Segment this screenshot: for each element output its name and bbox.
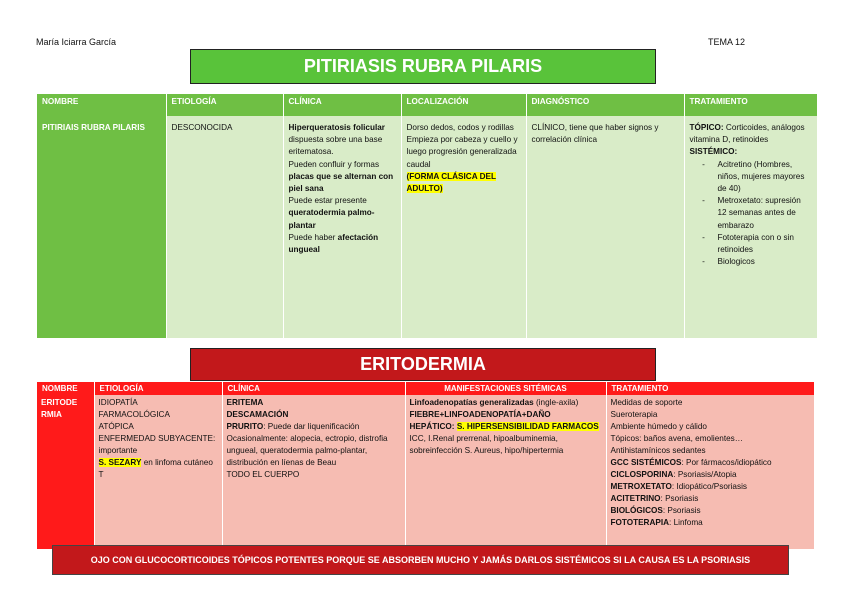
clinica-hiperqueratosis: Hiperqueratosis folicular xyxy=(288,123,385,132)
trat-bold: METROXETATO xyxy=(610,482,672,491)
dash-bullet: - xyxy=(702,196,705,206)
dash-bullet: - xyxy=(702,232,705,242)
col-header-localizacion: LOCALIZACIÓN xyxy=(401,94,526,116)
cell-nombre: ERITODE RMIA xyxy=(37,395,94,549)
clinica-bold: ERITEMA xyxy=(226,398,264,407)
bullet-text: Metroxetato: supresión 12 semanas antes de embarazo xyxy=(717,196,801,230)
trat-text: : Psoriasis/Atopia xyxy=(673,470,737,479)
cell-diagnostico: CLÍNICO, tiene que haber signos y correlación clínica xyxy=(526,116,684,338)
hipersensibilidad-highlight: S. HIPERSENSIBILIDAD FARMACOS xyxy=(456,422,599,431)
topico-text: Corticoides, análogos vitamina D, retinoides xyxy=(689,123,805,145)
trat-line: Medidas de soporte xyxy=(610,398,683,407)
section2-title: ERITODERMIA xyxy=(190,348,656,381)
col-header-diagnostico: DIAGNÓSTICO xyxy=(526,94,684,116)
clinica-bold: queratodermia palmo-plantar xyxy=(288,208,375,230)
dash-bullet: - xyxy=(702,257,705,267)
trat-line: Antihistamínicos sedantes xyxy=(610,446,706,455)
clinica-bold: PRURITO xyxy=(226,422,264,431)
pitiriasis-table xyxy=(37,94,818,338)
localizacion-line: Empieza por cabeza y cuello y luego progresión generalizada caudal xyxy=(406,135,518,169)
localizacion-line: Dorso dedos, codos y rodillas xyxy=(406,123,514,132)
clinica-bold: placas que se alternan con piel sana xyxy=(288,171,394,194)
trat-line: Tópicos: baños avena, emolientes… xyxy=(610,434,743,443)
trat-bold: ACITETRINO xyxy=(610,494,661,503)
trat-line: Ambiente húmedo y cálido xyxy=(610,422,707,431)
trat-bold: GCC SISTÉMICOS xyxy=(610,458,682,467)
sezary-highlight: S. SEZARY xyxy=(98,458,142,467)
clinica-text: TODO EL CUERPO xyxy=(226,470,300,479)
list-item xyxy=(690,256,812,268)
clinica-text: Puede estar presente xyxy=(288,196,367,206)
topico-label: TÓPICO: xyxy=(689,123,724,132)
col-header-clinica: CLÍNICA xyxy=(283,94,401,116)
cell-manifestaciones xyxy=(405,395,606,549)
clinica-bold: DESCAMACIÓN xyxy=(226,410,289,419)
dash-bullet: - xyxy=(702,159,705,169)
clinica-text: Pueden confluir y formas xyxy=(288,159,380,169)
cell-clinica xyxy=(283,116,401,338)
col-header-nombre: NOMBRE xyxy=(37,94,166,116)
eritrodermia-table xyxy=(37,382,815,549)
col-header-manifestaciones: MANIFESTACIONES SITÉMICAS xyxy=(405,382,606,395)
trat-text: : Linfoma xyxy=(669,518,703,527)
topic-number: TEMA 12 xyxy=(708,37,746,47)
clinica-bold: afectación ungueal xyxy=(288,232,379,255)
trat-bold: FOTOTERAPIA xyxy=(610,518,670,527)
trat-line: Sueroterapia xyxy=(610,410,658,419)
clinica-text: Ocasionalmente: alopecia, ectropio, distrofia ungueal, queratodermia palmo-plantar, distribución en líenas de Beau xyxy=(226,434,388,467)
trat-bold: BIOLÓGICOS xyxy=(610,506,663,515)
col-header-tratamiento: TRATAMIENTO xyxy=(606,382,814,395)
bullet-text: Fototerapia con o sin retinoides xyxy=(717,232,794,255)
manif-bold: FIEBRE+LINFOADENOPATÍA+DAÑO xyxy=(409,410,551,419)
manif-text: (ingle-axila) xyxy=(533,398,579,407)
col-header-clinica: CLÍNICA xyxy=(222,382,405,395)
manif-text: ICC, I.Renal prerrenal, hipoalbuminemia, sobreinfección S. Aureus, hipo/hipertermia xyxy=(409,434,564,455)
list-item xyxy=(690,232,812,256)
trat-text: : Psoriasis xyxy=(660,494,699,503)
cell-clinica xyxy=(222,395,405,549)
etiologia-line: FARMACOLÓGICA xyxy=(98,410,170,419)
col-header-etiologia: ETIOLOGÍA xyxy=(94,382,222,395)
manif-bold: HEPÁTICO: xyxy=(409,422,457,431)
table-row xyxy=(37,116,817,338)
etiologia-line: ATÓPICA xyxy=(98,422,134,431)
author-name: María Iciarra García xyxy=(36,37,117,47)
forma-clasica-highlight: (FORMA CLÁSICA DEL ADULTO) xyxy=(406,171,496,194)
etiologia-line: IDIOPATÍA xyxy=(98,398,138,407)
manif-bold: Linfoadenopatías generalizadas xyxy=(409,398,534,407)
trat-text: : Por fármacos/idiopático xyxy=(681,458,772,467)
cell-nombre: PITIRIAIS RUBRA PILARIS xyxy=(37,116,166,338)
cell-tratamiento xyxy=(684,116,817,338)
table-header-row xyxy=(37,382,814,395)
section1-title: PITIRIASIS RUBRA PILARIS xyxy=(190,49,656,84)
col-header-tratamiento: TRATAMIENTO xyxy=(684,94,817,116)
etiologia-line: ENFERMEDAD SUBYACENTE: importante xyxy=(98,434,216,455)
list-item xyxy=(690,159,812,196)
cell-etiologia xyxy=(94,395,222,549)
table-header-row xyxy=(37,94,817,116)
clinica-text: : Puede dar liquenificación xyxy=(263,422,360,431)
cell-localizacion xyxy=(401,116,526,338)
col-header-etiologia: ETIOLOGÍA xyxy=(166,94,283,116)
clinica-text: Puede haber xyxy=(288,232,338,242)
trat-bold: CICLOSPORINA xyxy=(610,470,674,479)
trat-text: : Idiopático/Psoriasis xyxy=(671,482,747,491)
list-item xyxy=(690,195,812,232)
bullet-text: Acitretino (Hombres, niños, mujeres mayores de 40) xyxy=(717,159,805,194)
clinica-text: dispuesta sobre una base eritematosa. xyxy=(288,135,383,157)
etiologia-text: en linfoma cutáneo T xyxy=(98,458,213,479)
sistemico-label: SISTÉMICO: xyxy=(689,147,738,157)
col-header-nombre: NOMBRE xyxy=(37,382,94,395)
warning-banner: OJO CON GLUCOCORTICOIDES TÓPICOS POTENTES PORQUE SE ABSORBEN MUCHO Y JAMÁS DARLOS SISTÉMICOS SI LA CAUSA ES LA PSORIASIS xyxy=(52,545,789,575)
table-row xyxy=(37,395,814,549)
cell-tratamiento xyxy=(606,395,814,549)
cell-etiologia: DESCONOCIDA xyxy=(166,116,283,338)
trat-text: : Psoriasis xyxy=(662,506,701,515)
bullet-text: Biologicos xyxy=(717,257,755,267)
